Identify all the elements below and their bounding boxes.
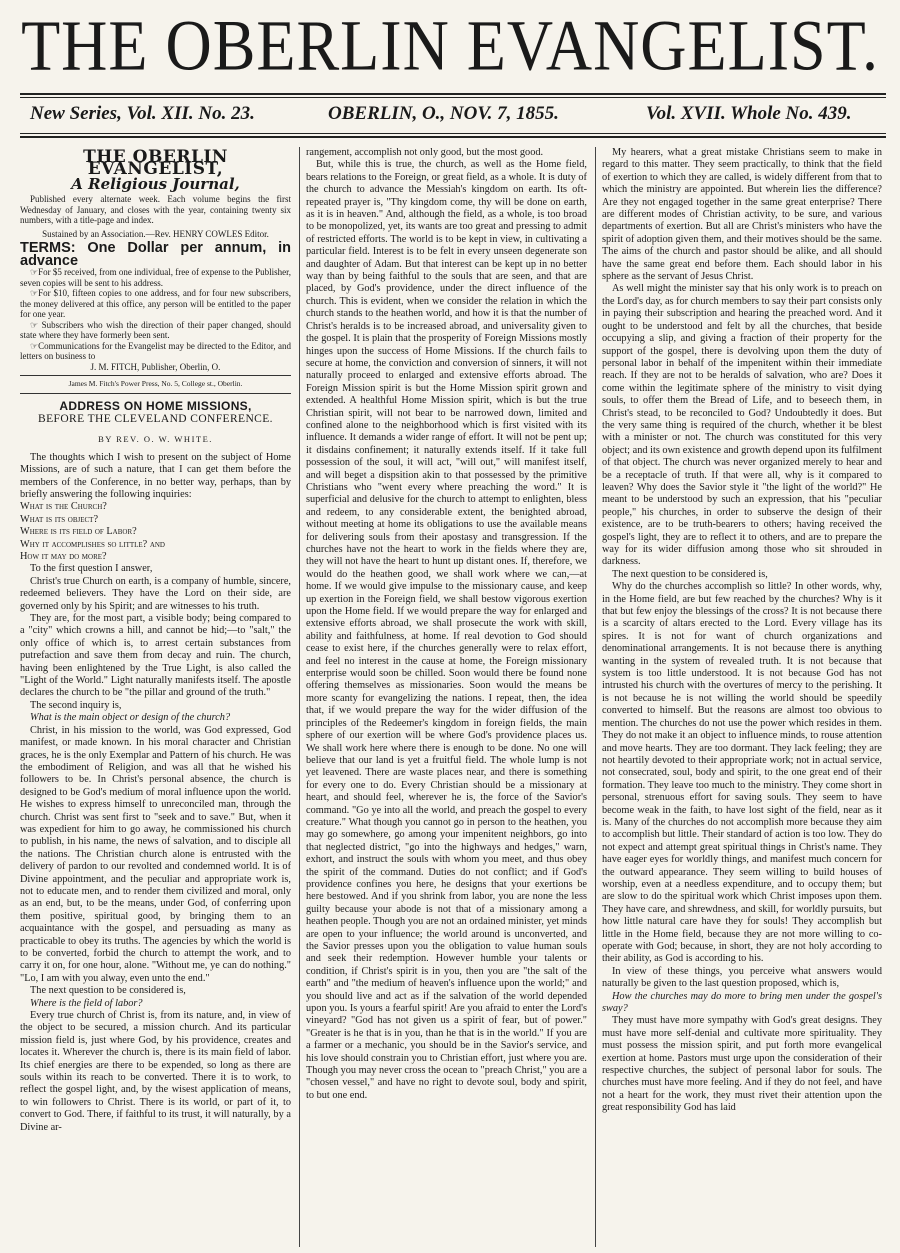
divider [20,375,291,376]
paragraph: My hearers, what a great mistake Christians seem to make in regard to this matter. They seem practically, to think that the field of exertion to which they are called, is widely different from that to which the ministry are appointed. But wherein lies the difference? Are they not engaged together in the same great enterprise? There are different modes of Christian activity, to be sure, and various departments of exertion. But all are Christ's ministers who have the spirit of adoption given them, and their motives should be the same. The aims of the church and pastor should be alike, and all should have the same great end before them. Each should labor in his sphere as the servant of Jesus Christ. [602,147,882,283]
editor-line: Sustained by an Association.—Rev. HENRY COWLES Editor. [42,228,269,239]
paragraph-italic: What is the main object or design of the church? [30,712,231,724]
masthead-box-title: THE OBERLIN EVANGELIST, [83,147,228,180]
publisher-line: J. M. FITCH, Publisher, Oberlin, O. [90,361,221,372]
inquiry-item: What is the Church? [20,501,107,513]
masthead-title: THE OBERLIN EVANGELIST. [21,5,879,86]
place-date: OBERLIN, O., NOV. 7, 1855. [328,103,559,124]
article-title: ADDRESS ON HOME MISSIONS, [59,398,252,413]
paragraph: As well might the minister say that his only work is to preach on the Lord's day, as for church members to say their part consists only in paying their subscription and hearing the preached word. And it ought to be understood and felt by all the churches, that beside occupying a slip, and giving a fraction of their property for the support of the gospel, there is devolving upon them the duty of personal labor in behalf of the impenitent within their immediate reach. If they are not to be heralds of salvation, who are? Does it come within the legitimate sphere of the ministry to visit dying souls, to offer them the Bread of Life, and to beseech them, in Christ's stead, to be reconciled to God? Undoubtedly it does. But the very same thing is required of the church, whether it be blest with a minister or not. The church was constituted for this very object; and its own existence and growth depend upon its fulfilment of that object. The church was never organized merely to hear and be a receptacle of truth. If that were all, why is it compared to leaven? Why does the Savior style it "the light of the world?" He meant to be understood by such an expression, that his "peculiar people," his churches, in order to subserve the design of their existence, are to be truth-bearers to others; having received the gospel's light, they are to reflect it to others, and are to prepare the way for its wider diffusion among those who sit shrouded in darkness. [602,283,882,568]
masthead-box-subtitle: A Religious Journal, [71,174,240,193]
paragraph: The thoughts which I wish to present on the subject of Home Missions, are of such a nature, that I can get them before the members of the Conference, in no better way, perhaps, than by briefly answering the following inquiries: [20,451,291,500]
column-rule [595,147,596,1247]
paragraph: They are, for the most part, a visible body; being compared to a "city" which crowns a hill, and cannot be hid;—to "salt," the only office of which is, to arrest certain substances from putrefaction and save them from decay and ruin. The church, having been enlightened by the True Light, is also called the "Light of the World." Light naturally manifests itself. The apostle declares the church to be "the pillar and ground of the truth." [20,613,291,699]
info-rule-bottom [20,136,886,138]
term-item: ☞For $5 received, from one individual, free of expense to the Publisher, seven copies will be sent to his address. [20,267,291,288]
column-2 [306,147,587,1247]
paragraph: The next question to be considered is, [612,568,768,580]
paragraph: They must have more sympathy with God's great designs. They must have more self-denial and cultivate more spirituality. They must possess the mission spirit, and put forth more evangelical exertion at home. Pastors must urge upon the consideration of their respective churches, the subject of personal labor for souls. The churches must have more feeling. And if they do not feel, and have not a heart for the work, they must rivet their attention upon the great responsibility God has laid [602,1015,882,1114]
inquiry-item: Where is its field of Labor? [20,526,137,538]
inquiry-item: What is its object? [20,513,99,525]
byline: BY REV. O. W. WHITE. [98,434,213,445]
article-subtitle: BEFORE THE CLEVELAND CONFERENCE. [38,412,273,425]
volume-number: Vol. XVII. Whole No. 439. [646,103,852,124]
info-rule-top [20,133,886,134]
masthead-rule-thin [20,97,886,98]
column-rule [299,147,300,1247]
paragraph: But, while this is true, the church, as well as the Home field, bears relations to the Foreign, or great field, as a whole. It is duty of the church to advance the Messiah's kingdom on earth. Its oft-repeated prayer is, "Thy kingdom come, thy will be done on earth, as it is in heaven." And, although the field, as a whole, is too broad to be monopolized, yet, its wants are too great and pressing to admit of restricted efforts. The world is to be kept in view, in cultivating a particular field. Interest is to be felt in every unseen degenerate son and daughter of Adam. But that interest can be kept up in no better way than by being faithful to the souls that are seen, and that are placed, by God's providence, under the direct influence of the church. This is evident, when we consider the relation in which the church stands to the heathen world, and how it is that the number of Christ's heralds is to be increased abroad, and universality given to the gospel. It is plain that the prosperity of Foreign Missions mostly hinges upon the success of Home Missions. If the church fails to secure at home, the conviction and conversion of sinners, it will not naturally proceed to enlarged and extensive efforts abroad. The Foreign Mission spirit is but the Home Mission spirit grown and extended. A healthful Home Mission spirit, which is but the true Christian spirit, will not bear to be narrowed down, limited and confined alone to the neighborhood which is first visited with its influence. It demands a wider range of effort. It will not be pent up; it disdains confinement; it naturally extends itself. If it take full possession of the soul, it will act, "will out," will manifest itself, and will beget a dispsition akin to that possessed by the primitive Christians who "went every where preaching the word." It is superficial and delusive for the church to attempt to enlighten, bless and redeem, to any considerable extent, the benighted abroad, without meeting at home its obligations to use the available means for delivering souls from their apostasy and transgression. If the churches have not the heart to work in the fields where they are, they will not have the heart to hunt up distant ones. If, therefore, we would do the heathen good, we shall work where we can,—at home. If we would give impulse to the missionary cause, and keep up exertion in the Foreign field, we shall bestow vigorous exertion upon the Home field. If we would prepare the way for enlarged and extensive efforts abroad, we shall prosecute the work with skill, ability and faithfulness, at home. If real devotion to God should cease to exist here, if the churches generally were to relax effort, and feel no interest in the cause at home, the Foreign missionary enterprise would soon be chilled. Soon would there be found none offering themselves as missionaries. Soon would the means be more scanty for evangelizing the nations. I repeat, then, the idea that, if we would prepare the way for the wider diffusion of the principles of the Redeemer's kingdom in foreign fields, the main sphere of our exertion will be where God's providence places us. We shall work here where there is enough to be done. No one will believe that our land is yet a fruitful field. The whole lump is not yet leavened. There are waste places near, and there is something for every one to do. Every Christian should be a missionary at heart, and should feel, wherever he is, the force of the Savior's command. "Go ye into all the world, and preach the gospel to every creature." What though you cannot go in person to the heathen, you may go somewhere, go among your impenitent neighbors, go into that neglected district, "go into the highways and hedges," warn, exhort, and instruct the souls with whom you meet, and thus obey the spirit of the command. Duties do not conflict; and if God's providence confines you here, he designs that your exertions be here bestowed. And if you shrink from labor, you are none the less guilty because your abode is not that of a missionary among a heathen people. Though you are not an ordained minister, yet minds are open to your influence; the world around is unconverted, and the Savior presses upon you the obligation to value human souls and seek their redemption. However humble your talents or condition, if Christ's spirit is in you, then you are "the salt of the earth" and "the medium of heaven's influence upon the world;" and you should live and act as if the salvation of the world depended upon you. Is yours a fearful spirit! Are you afraid to enter the Lord's vineyard? "God has not given us a spirit of fear, but of power." "Greater is he that is in you, than he that is in the world." If you are a farmer or a mechanic, you should be in the Savior's service, and his love should constrain you to Christian effort, just where you are. Though you may never cross the ocean to "preach Christ," you are a "chosen vessel," and have no right to devote soul, body and spirit, to but one end. [306,159,587,1101]
paragraph: Why do the churches accomplish so little? In other words, why, in the Home field, are but few reached by the churches? Why is it that but few enjoy the blessings of the cross? It is not because there is a scarcity of altars erected to the Lord. Every village has its spires. It is not for want of church organizations and denominational arrangements. It is not because there is anything wanting in the system of revealed truth. It is not because that system is too little understood. It is not because God has not intrusted his church with the overtures of mercy to the perishing. It is not because he is not willing the world should be speedily converted to himself. But the reasons are almost too obvious to mention. The churches do not use the power which resides in them. They do not make it an object to influence minds, to rouse attention and move hearts. They are too dormant. They lack feeling; they are not heartily devoted to their appropriate work; not in actual service, not consecrated, soul, body and spirit, to the one great end of their formation. They leave too much to the ministry. They come short in personal, strenuous effort for saving souls. They seem to have become weak in the faith, to have lost sight of the field, near as it is. Many of the churches do not accomplish more because they aim to accomplish but little. Their standard of action is too low. They do not expect and attempt great spiritual things in Christ's name. They have eager eyes for worldly things, and manifest much concern for the outward appearance. They seem willing to build houses of worship, even at a needless expenditure, and to occupy them; but are slow to do the spiritual work which Christ imposes upon them. They have care, and shrewdness, and skill, for worldly pursuits, but how little natural care have they for souls! They accomplish but little in the Home field, because they are not more willing to co-operate with God; because, in short, they are not holy according to their ability, as God is according to his. [602,581,882,965]
paragraph: To the first question I answer, [30,563,153,575]
term-item: ☞For $10, fifteen copies to one address, and for four new subscribers, the money delivered at this office, any person will be entitled to the paper for one year. [20,288,291,320]
divider [20,393,291,394]
paragraph: Christ, in his mission to the world, was God expressed, God manifest, or made known. In his moral character and Christian graces, he is the only Exemplar and Pattern of his church. He was the embodiment of Religion, and was all that he wished his followers to be. In Christ's personal absence, the church is designed to be God's medium of moral influence upon the world. He wishes to express himself to unreconciled man, through the church. Christ was sent first to "seek and to save." But, when it was expedient for him to go away, he commissioned his church to publish, in his name, the news of salvation, and to disciple all the nations. The Christian church alone is entrusted with the delivery of pardon to our revolted and condemned world. It is of Divine appointment, and the peculiar and appropriate work is, not to educate men, and to render them civilized and moral, only as an end, but, to be the means, under God, of conferring upon them positive, spiritual good, by bringing them to an acquaintance with the gospel, and persuading as many as practicable to obey its truths. The agencies by which the world is to be converted, forbid the church to attempt the work, and to carry it on, for one hour, alone. "Without me, ye can do nothing." "Lo, I am with you alway, even unto the end." [20,724,291,984]
terms-heading: TERMS: One Dollar per annum, in advance [20,240,291,269]
column-1 [20,147,291,1247]
series-number: New Series, Vol. XII. No. 23. [30,103,255,124]
paragraph-italic: How the churches may do more to bring men under the gospel's sway? [602,990,882,1015]
column-3 [602,147,882,1247]
issue-info-bar [30,103,876,129]
publish-note: Published every alternate week. Each volume begins the first Wednesday of January, and closes with the year, containing twenty six numbers, with a title-page and index. [20,194,291,226]
inquiry-item: Why it accomplishes so little? and [20,538,165,550]
paragraph: Every true church of Christ is, from its nature, and, in view of the object to be secured, a mission church. And its particular mission field is, just where God, by his providence, creates and locates it. Wherever the church is, there is its main field of labor. Its chief energies are there to be expended, so long as there are souls within its reach to be converted. There it is to work, to reflect the gospel light, and, by the wisest application of means, to win followers to Christ. There is its world, or part of it, to convert to God. There, if faithful to its trust, it will naturally, by a Divine ar- [20,1010,291,1133]
paragraph: The next question to be considered is, [30,985,186,997]
inquiry-item: How it may do more? [20,551,107,562]
press-line: James M. Fitch's Power Press, No. 5, College st., Oberlin. [68,379,243,389]
term-item: ☞Communications for the Evangelist may be directed to the Editor, and letters on business to [20,340,291,362]
masthead-rule-top [20,93,886,95]
paragraph: In view of these things, you perceive what answers would naturally be given to the last question proposed, which is, [602,965,882,990]
paragraph: Christ's true Church on earth, is a company of humble, sincere, redeemed believers. They have the Lord on their side, are governed only by his Spirit; and are witnesses to his truth. [20,575,291,612]
paragraph: rangement, accomplish not only good, but the most good. [306,147,544,158]
term-item: ☞ Subscribers who wish the direction of their paper changed, should state where they have formerly been sent. [20,319,291,341]
paragraph-italic: Where is the field of labor? [30,997,143,1009]
paragraph: The second inquiry is, [30,699,122,711]
